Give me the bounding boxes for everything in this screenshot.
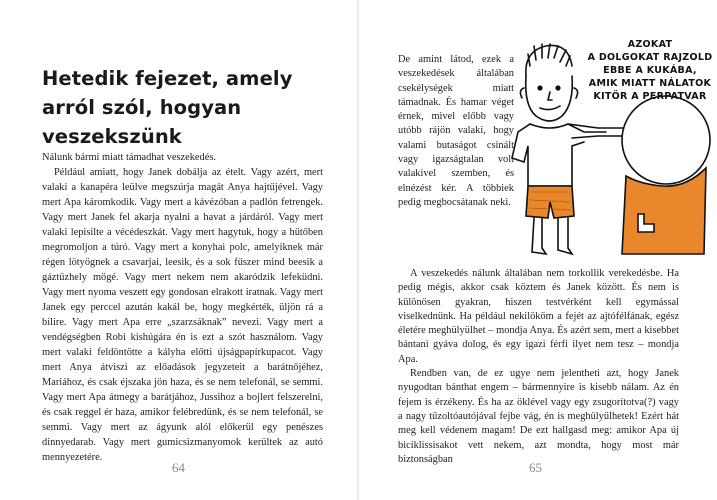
paragraph: Rendben van, de ez ugye nem jelentheti azt, hogy Janek nyugodtan bánthat engem – bármennyire is kisebb nálam. Az én fejem is érzékeny. És ha az öklével vagy egy zsugorítotva(?) vagy a nagy tűzoltóautójával fejbe vág, én is meghülyülhetek! Ezért hát meg kell védenem magam! De ezt hallgasd meg: amikor Apa új biciklissisakot vett nekem, azt mondta, hogy most már biztonságban <box>398 368 679 465</box>
trash-bin <box>622 96 710 254</box>
note-line: AMIK MIATT NÁLATOK <box>588 78 712 89</box>
left-page <box>0 0 358 500</box>
note-line: KITÖR A PERPATVAR <box>593 91 707 102</box>
note-line: A DOLGOKAT RAJZOLD <box>587 52 713 63</box>
note-line: EBBE A KUKÁBA, <box>603 65 697 76</box>
paragraph: Például amiatt, hogy Janek dobálja az ételt. Vagy azért, mert valaki a kanapéra leülve megszúrja magát Anya hajtűjével. Vagy mert Apa káromkodik. Vagy mert a kávézóban a padlón fetrengek. Vagy mert Janek fel akarja nyalni a havat a járdáról. Vagy mert valaki lepisilte a vécédeszkát. Vagy mert hagytuk, hogy a hűtőben megromoljon a túró. Vagy mert a konyhai polc, amelyiknek már régen lötyögnek a csavarjai, leesik, és a sok fűszer mind beesik a gáztűzhely mögé. Vagy mert nekem nem akaródzik lefeküdni. Vagy mert nyoma veszett egy gondosan elrakott iratnak. Vagy mert Janek egy perccel azután kakál be, hogy megkérték, üljön rá a bilire. Vagy mert Apa erre „szarzsáknak” nevezi. Vagy mert a vendégségben Robi kishúgára én is ezt a szót használom. Vagy mert valaki feldöntötte a kályha előtti újságpapírkupacot. Vagy mert Anya átviszi az előadások jegyzeteit a barátnőjéhez, Mariához, és csak éjszaka jön haza, és se nem telefonál, se semmi. Vagy mert Apa átmegy a barátjához, Jussihoz a bojlert felszerelni, és csak reggel ér haza, amikor felébredünk, és se nem telefonál, se semmi. Vagy mert az ágyunk alól előkerül egy penészes dinnyedarab. Vagy mert gumicsizmanyomok kerültek az autó mennyezetére. <box>42 167 323 463</box>
right-top-text <box>398 53 514 210</box>
note-line: AZOKAT <box>627 39 673 50</box>
paragraph: A veszekedés nálunk általában nem torkollik verekedésbe. Ha pedig mégis, akkor csak köztem és Janek között. És nem is különösen gyakran, hiszen testvérként kell egymással viselkednünk. Ha például nekilököm a fejét az ajtófélfának, egész életére meghülyülhet – mondja Anya. És azért sem, mert a kisebbet bántani gyáva dolog, és egy igazi férfi ilyet nem tesz – mondja Apa. <box>398 268 679 365</box>
paragraph: Nálunk bármi miatt támadhat veszekedés. <box>42 152 216 163</box>
right-body-text <box>398 267 679 467</box>
paragraph: De amint látod, ezek a veszekedések általában csekélységek miatt támadnak. És hamar véget érnek, mivel előbb vagy utóbb rájön valaki, hogy valami butaságot csinált vagy igazságtalan volt valakivel szemben, és elnézést kér. A többiek pedig megbocsátanak neki. <box>398 54 514 208</box>
chapter-title: Hetedik fejezet, amely arról szól, hogyan veszekszünk <box>42 67 293 148</box>
page-number: 65 <box>529 460 542 475</box>
page-number: 64 <box>172 460 185 475</box>
right-page <box>358 0 717 500</box>
left-body-text <box>42 150 323 465</box>
handwritten-note <box>585 38 715 103</box>
